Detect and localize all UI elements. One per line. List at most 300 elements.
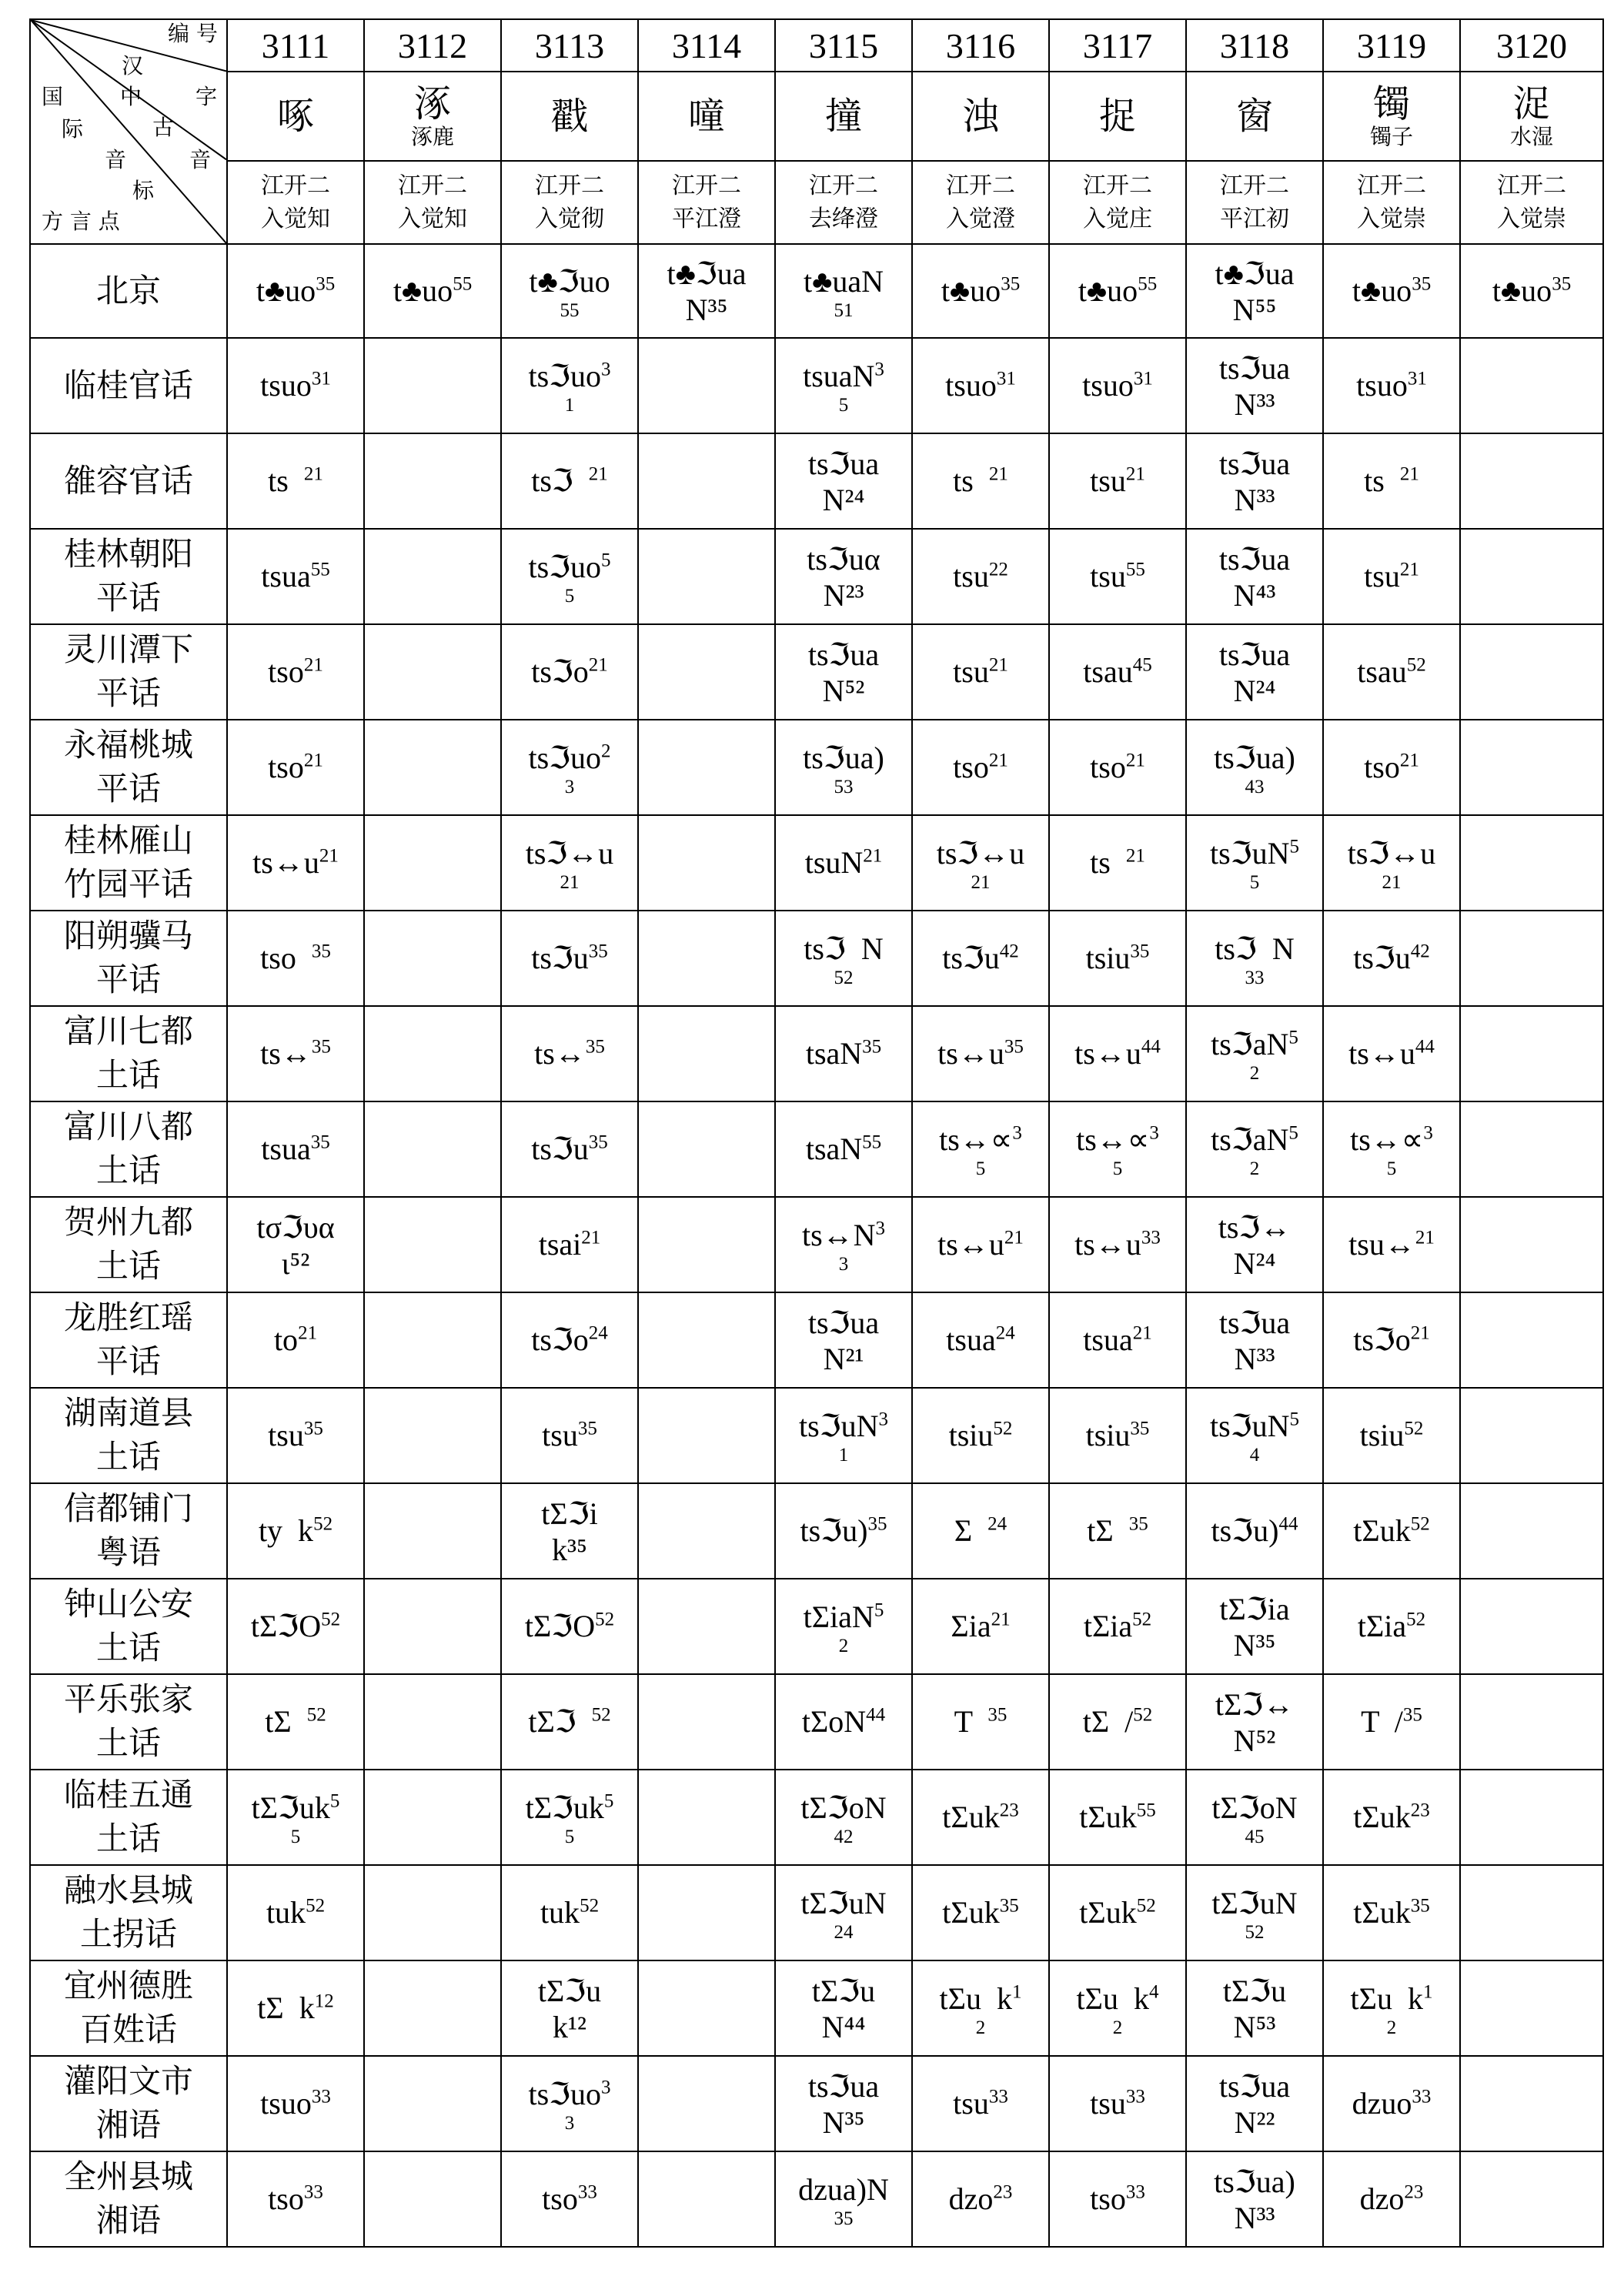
category-line-2: 入觉知 <box>398 206 467 232</box>
dialect-row <box>30 2151 1603 2247</box>
pronunciation-cell <box>501 1960 638 2056</box>
pronunciation-cell <box>364 338 501 433</box>
pronunciation-cell <box>501 1101 638 1197</box>
category-line-2: 去绛澄 <box>809 206 878 232</box>
ipa-continuation: 42 <box>834 1826 854 1847</box>
tone-superscript: 35 <box>1004 1036 1024 1058</box>
column-middle-chinese-category <box>1323 161 1460 244</box>
pronunciation-cell <box>775 1388 912 1483</box>
ipa-line <box>1324 1703 1459 1741</box>
ipa-line <box>228 1321 363 1359</box>
tone-superscript: 1 <box>1422 1981 1433 2003</box>
column-number: 3115 <box>775 19 912 72</box>
tone-superscript: 52 <box>1410 1513 1430 1535</box>
tone-superscript: 35 <box>1128 1513 1148 1535</box>
column-middle-chinese-category <box>501 161 638 244</box>
ipa-line <box>1050 272 1185 310</box>
pronunciation-cell <box>227 1770 364 1865</box>
ipa-line <box>228 1208 363 1247</box>
pronunciation-cell <box>501 1197 638 1292</box>
ipa-text: tsua <box>261 1131 311 1166</box>
ipa-line <box>913 1121 1048 1159</box>
ipa-line <box>1187 1121 1322 1159</box>
ipa-text: T <box>954 1704 988 1739</box>
pronunciation-cell <box>1460 1865 1603 1960</box>
pronunciation-cell <box>912 1197 1049 1292</box>
ipa-text: tsℑo <box>1353 1322 1411 1357</box>
column-middle-chinese-category <box>1049 161 1186 244</box>
ipa-line <box>502 1225 637 1264</box>
pronunciation-cell <box>1323 1579 1460 1674</box>
dialect-place <box>30 1579 227 1674</box>
ipa-text: tsℑ↔u <box>936 835 1025 871</box>
ipa-continuation: k¹² <box>553 2010 586 2044</box>
pronunciation-cell <box>912 624 1049 720</box>
pronunciation-cell <box>1460 720 1603 815</box>
pronunciation-cell <box>1049 720 1186 815</box>
pronunciation-cell <box>912 529 1049 624</box>
pronunciation-cell <box>1323 529 1460 624</box>
dialect-row <box>30 1579 1603 1674</box>
ipa-text: tsuaN <box>803 358 875 393</box>
ipa-line <box>1050 1321 1185 1359</box>
ipa-text: tΣℑoN <box>800 1790 887 1825</box>
ipa-line <box>502 462 637 500</box>
tone-superscript: 55 <box>862 1131 882 1153</box>
ipa-line <box>1187 1407 1322 1446</box>
ipa-text: tsuo <box>1356 368 1408 403</box>
ipa-line <box>1187 540 1322 579</box>
pronunciation-cell <box>638 529 775 624</box>
tone-superscript: 21 <box>1125 750 1145 771</box>
pronunciation-cell <box>1186 338 1323 433</box>
ipa-line <box>913 1512 1048 1550</box>
ipa-text: tΣuk <box>1353 1800 1411 1834</box>
ipa-text: tsua <box>946 1322 996 1357</box>
pronunciation-cell <box>1323 1197 1460 1292</box>
place-line: 临桂官话 <box>63 366 193 404</box>
pronunciation-cell <box>1323 2056 1460 2151</box>
ipa-line <box>1324 1225 1459 1264</box>
ipa-text: t♣uo <box>393 273 453 308</box>
category-line-1: 江开二 <box>1497 172 1566 199</box>
ipa-line <box>1050 844 1185 882</box>
ipa-continuation: N⁵² <box>822 674 865 708</box>
tone-superscript: 21 <box>1399 463 1419 485</box>
ipa-text: tso <box>1090 750 1126 784</box>
ipa-line <box>1050 2180 1185 2218</box>
pronunciation-cell <box>1186 2151 1323 2247</box>
tone-superscript: 21 <box>588 463 608 485</box>
tone-superscript: 21 <box>988 654 1008 676</box>
tone-superscript: 35 <box>1552 273 1572 295</box>
tone-superscript: 52 <box>313 1513 333 1535</box>
pronunciation-cell <box>364 1006 501 1101</box>
pronunciation-cell <box>1049 1388 1186 1483</box>
pronunciation-cell <box>638 338 775 433</box>
dialect-place <box>30 1960 227 2056</box>
ipa-line <box>1050 1798 1185 1837</box>
tone-superscript: 55 <box>1138 273 1158 295</box>
ipa-line <box>913 1980 1048 2018</box>
ipa-line <box>1050 1225 1185 1264</box>
pronunciation-cell <box>1323 624 1460 720</box>
ipa-text: tsℑ N <box>1215 931 1295 966</box>
place-line: 融水县城 <box>63 1871 193 1910</box>
ipa-text: tsℑu) <box>1211 1513 1279 1548</box>
tone-superscript: 21 <box>303 463 323 485</box>
dialect-row <box>30 1197 1603 1292</box>
ipa-continuation: N⁵⁵ <box>1232 292 1277 327</box>
pronunciation-cell <box>1460 1292 1603 1388</box>
tone-superscript: 24 <box>588 1322 608 1344</box>
category-line-1: 江开二 <box>261 172 330 199</box>
pronunciation-cell <box>1049 1101 1186 1197</box>
place-line: 北京 <box>95 271 161 309</box>
pronunciation-cell <box>1323 1483 1460 1579</box>
ipa-continuation: 5 <box>290 1826 301 1847</box>
ipa-line <box>1187 1025 1322 1064</box>
ipa-text: ts↔u <box>252 845 319 880</box>
label-yin-1: 音 <box>105 147 127 172</box>
ipa-line <box>913 1798 1048 1837</box>
ipa-continuation: 1 <box>838 1444 849 1466</box>
tone-superscript: 23 <box>1404 2181 1424 2203</box>
pronunciation-cell <box>1460 433 1603 529</box>
ipa-line <box>1187 255 1322 293</box>
tone-superscript: 5 <box>601 550 611 571</box>
ipa-text: tso <box>1364 750 1400 784</box>
label-zhong: 中 <box>120 84 153 109</box>
pronunciation-cell <box>1049 1770 1186 1865</box>
dialect-row <box>30 1960 1603 2056</box>
ipa-continuation: N³⁵ <box>685 292 728 327</box>
ipa-line <box>913 1225 1048 1264</box>
dialect-place <box>30 1101 227 1197</box>
ipa-text: tΣℑu <box>811 1974 876 2008</box>
ipa-line <box>502 1035 637 1073</box>
ipa-line <box>913 1703 1048 1741</box>
ipa-line <box>1187 636 1322 674</box>
place-line: 湘语 <box>95 2106 161 2144</box>
character-glyph: 噇 <box>687 94 725 138</box>
ipa-continuation: 45 <box>1245 1826 1265 1847</box>
tone-superscript: 21 <box>1415 1227 1435 1248</box>
tone-superscript: 55 <box>1136 1800 1156 1821</box>
pronunciation-cell <box>1460 1101 1603 1197</box>
category-line-1: 江开二 <box>535 172 604 199</box>
tone-superscript: 52 <box>993 1418 1013 1439</box>
place-line: 灵川潭下 <box>63 630 193 669</box>
label-biao: 标 <box>132 178 155 203</box>
pronunciation-cell <box>1186 1674 1323 1770</box>
ipa-text: t♣ℑua <box>1215 256 1295 291</box>
pronunciation-cell <box>364 1101 501 1197</box>
pronunciation-cell <box>775 1197 912 1292</box>
ipa-line <box>776 540 911 579</box>
pronunciation-cell <box>638 433 775 529</box>
ipa-line <box>228 1703 363 1741</box>
pronunciation-cell <box>1323 1770 1460 1865</box>
category-line-1: 江开二 <box>1083 172 1152 199</box>
pronunciation-cell <box>912 1865 1049 1960</box>
pronunciation-cell <box>1186 911 1323 1006</box>
tone-superscript: 21 <box>1125 845 1145 867</box>
column-number: 3111 <box>227 19 364 72</box>
ipa-text: tsℑuo <box>528 549 602 584</box>
column-character <box>775 72 912 161</box>
pronunciation-cell <box>364 2151 501 2247</box>
ipa-continuation: 43 <box>1245 776 1265 797</box>
column-character <box>912 72 1049 161</box>
ipa-continuation: 5 <box>838 394 849 416</box>
ipa-text: tΣℑ↔ <box>1215 1687 1295 1722</box>
tone-superscript: 33 <box>1141 1227 1161 1248</box>
column-character <box>1049 72 1186 161</box>
ipa-continuation: 53 <box>834 776 854 797</box>
ipa-text: tsℑua <box>1218 637 1291 672</box>
character-note: 涿鹿 <box>410 123 454 149</box>
ipa-line <box>1187 2163 1322 2201</box>
ipa-line <box>228 557 363 596</box>
ipa-line <box>1187 739 1322 777</box>
pronunciation-cell <box>364 1388 501 1483</box>
tone-superscript: 12 <box>314 1990 334 2012</box>
tone-superscript: 21 <box>1125 463 1145 485</box>
ipa-line <box>228 462 363 500</box>
dialect-place <box>30 2151 227 2247</box>
ipa-line <box>1187 1590 1322 1629</box>
ipa-text: tsu <box>953 654 989 689</box>
pronunciation-cell <box>227 720 364 815</box>
category-line-1: 江开二 <box>398 172 467 199</box>
dialect-place <box>30 624 227 720</box>
tone-superscript: 35 <box>1402 1704 1422 1726</box>
ipa-text: tsℑu <box>1353 941 1411 975</box>
label-guoji-1 <box>42 86 152 108</box>
ipa-text: tsℑ↔u <box>525 835 614 871</box>
ipa-text: tΣu k <box>1076 1980 1149 2016</box>
tone-superscript: 21 <box>1399 559 1419 580</box>
pronunciation-cell <box>364 720 501 815</box>
ipa-text: tsℑua <box>807 1305 880 1340</box>
ipa-text: tsℑaN <box>1211 1121 1289 1157</box>
ipa-text: tΣℑoN <box>1211 1790 1298 1825</box>
ipa-line <box>1050 939 1185 978</box>
ipa-text: tso <box>268 2181 304 2216</box>
pronunciation-cell <box>912 1101 1049 1197</box>
ipa-line <box>776 1407 911 1446</box>
label-gu: 古 <box>152 115 175 140</box>
ipa-line <box>502 1130 637 1168</box>
pronunciation-cell <box>364 1674 501 1770</box>
pronunciation-cell <box>1460 1006 1603 1101</box>
ipa-text: tsℑua <box>1218 1305 1291 1340</box>
pronunciation-cell <box>1186 1865 1323 1960</box>
tone-superscript: 22 <box>988 559 1008 580</box>
ipa-line <box>913 462 1048 500</box>
ipa-line <box>1324 939 1459 978</box>
pronunciation-cell <box>501 1483 638 1579</box>
pronunciation-cell <box>775 2056 912 2151</box>
ipa-line <box>502 1416 637 1455</box>
ipa-text: dzo <box>1359 2181 1405 2216</box>
pronunciation-cell <box>638 815 775 911</box>
pronunciation-cell <box>1049 1579 1186 1674</box>
dialect-row <box>30 720 1603 815</box>
ipa-line <box>1050 462 1185 500</box>
pronunciation-cell <box>1186 2056 1323 2151</box>
ipa-text: ts↔u <box>937 1036 1004 1071</box>
pronunciation-cell <box>1460 624 1603 720</box>
pronunciation-cell <box>1460 1388 1603 1483</box>
ipa-line <box>1324 1035 1459 1073</box>
tone-superscript: 21 <box>1399 750 1419 771</box>
ipa-continuation: k³⁵ <box>552 1533 587 1567</box>
tone-superscript: 35 <box>867 1513 887 1535</box>
ipa-continuation: 52 <box>1245 1921 1265 1943</box>
pronunciation-cell <box>775 338 912 433</box>
ipa-text: tsℑua) <box>1214 2164 1295 2199</box>
pronunciation-cell <box>912 911 1049 1006</box>
tone-superscript: 21 <box>303 750 323 771</box>
ipa-text: tΣuk <box>1079 1800 1137 1834</box>
dialect-place <box>30 338 227 433</box>
pronunciation-cell <box>364 1197 501 1292</box>
pronunciation-cell <box>501 1292 638 1388</box>
ipa-line <box>776 1703 911 1741</box>
place-line: 土话 <box>95 1629 161 1666</box>
column-number: 3112 <box>364 19 501 72</box>
ipa-text: tsℑuN <box>1210 1408 1290 1443</box>
pronunciation-cell <box>1186 1770 1323 1865</box>
label-number: 编 号 <box>168 21 218 46</box>
dialect-row <box>30 1006 1603 1101</box>
ipa-continuation: N⁴³ <box>1233 578 1276 613</box>
dialect-place <box>30 433 227 529</box>
column-character <box>1323 72 1460 161</box>
dialect-row <box>30 911 1603 1006</box>
column-middle-chinese-category <box>364 161 501 244</box>
ipa-text: tsu <box>953 2086 989 2121</box>
character-note: 镯子 <box>1369 123 1413 149</box>
pronunciation-cell <box>912 433 1049 529</box>
ipa-line <box>502 834 637 873</box>
place-line: 富川七都 <box>63 1012 193 1051</box>
pronunciation-cell <box>1186 244 1323 338</box>
tone-superscript: 24 <box>995 1322 1015 1344</box>
ipa-line <box>1324 834 1459 873</box>
ipa-line <box>1050 1035 1185 1073</box>
character-glyph: 啄 <box>276 94 314 138</box>
pronunciation-cell <box>1049 2056 1186 2151</box>
ipa-line <box>1187 834 1322 873</box>
ipa-continuation: 5 <box>564 585 575 607</box>
pronunciation-cell <box>1186 1101 1323 1197</box>
character-glyph: 浊 <box>961 94 999 138</box>
ipa-line <box>1187 1789 1322 1827</box>
ipa-continuation: 4 <box>1249 1444 1260 1466</box>
tone-superscript: 44 <box>1141 1036 1161 1058</box>
column-number: 3120 <box>1460 19 1603 72</box>
pronunciation-cell <box>1186 1579 1323 1674</box>
dialect-row <box>30 1865 1603 1960</box>
pronunciation-cell <box>1049 1483 1186 1579</box>
place-line: 土话 <box>95 1247 161 1285</box>
tone-superscript: 35 <box>588 1131 608 1153</box>
pronunciation-cell <box>638 1388 775 1483</box>
ipa-text: to <box>273 1322 299 1357</box>
dialect-row <box>30 1292 1603 1388</box>
place-line: 粤语 <box>95 1533 161 1571</box>
ipa-line <box>1324 1321 1459 1359</box>
pronunciation-cell <box>227 1674 364 1770</box>
ipa-line <box>913 1894 1048 1932</box>
category-line-2: 入觉崇 <box>1497 206 1566 232</box>
tone-superscript: 3 <box>878 1409 888 1430</box>
tone-superscript: 52 <box>591 1704 611 1726</box>
ipa-line <box>776 739 911 777</box>
pronunciation-cell <box>775 911 912 1006</box>
tone-superscript: 21 <box>588 654 608 676</box>
pronunciation-cell <box>1049 1865 1186 1960</box>
ipa-text: ts↔u <box>1074 1036 1141 1071</box>
pronunciation-cell <box>775 1960 912 2056</box>
ipa-text: tso <box>542 2181 578 2216</box>
pronunciation-cell <box>1049 1292 1186 1388</box>
character-glyph: 戳 <box>550 94 588 138</box>
place-line: 土话 <box>95 1152 161 1189</box>
ipa-line <box>1187 1208 1322 1247</box>
ipa-text: ts↔u <box>1348 1036 1415 1071</box>
ipa-text: tsau <box>1357 654 1407 689</box>
ipa-text: tsiu <box>1085 941 1131 975</box>
place-line: 平话 <box>95 1342 161 1380</box>
pronunciation-cell <box>775 1579 912 1674</box>
tone-superscript: 33 <box>311 2086 331 2107</box>
pronunciation-cell <box>227 1483 364 1579</box>
ipa-continuation: N⁵² <box>1233 1723 1276 1758</box>
tone-superscript: 44 <box>866 1704 886 1726</box>
ipa-text: t♣uo <box>1492 273 1552 308</box>
ipa-text: tΣℑia <box>1219 1592 1290 1626</box>
pronunciation-cell <box>638 1101 775 1197</box>
ipa-text: tsℑua) <box>803 740 884 775</box>
place-line: 平乐张家 <box>63 1680 193 1719</box>
pronunciation-cell <box>1460 529 1603 624</box>
ipa-text: t♣uaN <box>803 263 884 299</box>
ipa-line <box>502 548 637 587</box>
pronunciation-cell <box>638 624 775 720</box>
tone-superscript: 31 <box>1133 368 1153 389</box>
dialect-place <box>30 1292 227 1388</box>
pronunciation-cell <box>501 624 638 720</box>
ipa-text: tΣuk <box>942 1800 1000 1834</box>
pronunciation-cell <box>501 1388 638 1483</box>
category-line-2: 入觉彻 <box>535 206 604 232</box>
place-line: 湖南道县 <box>63 1394 193 1432</box>
dialect-row <box>30 433 1603 529</box>
ipa-text: tΣ k <box>257 1990 315 2025</box>
pronunciation-cell <box>364 911 501 1006</box>
tone-superscript: 21 <box>988 463 1008 485</box>
ipa-continuation: 2 <box>1386 2017 1397 2038</box>
ipa-text: tsℑu) <box>800 1513 868 1548</box>
dialect-place <box>30 720 227 815</box>
place-line: 桂林朝阳 <box>63 535 193 573</box>
tone-superscript: 35 <box>987 1704 1007 1726</box>
pronunciation-cell <box>501 338 638 433</box>
